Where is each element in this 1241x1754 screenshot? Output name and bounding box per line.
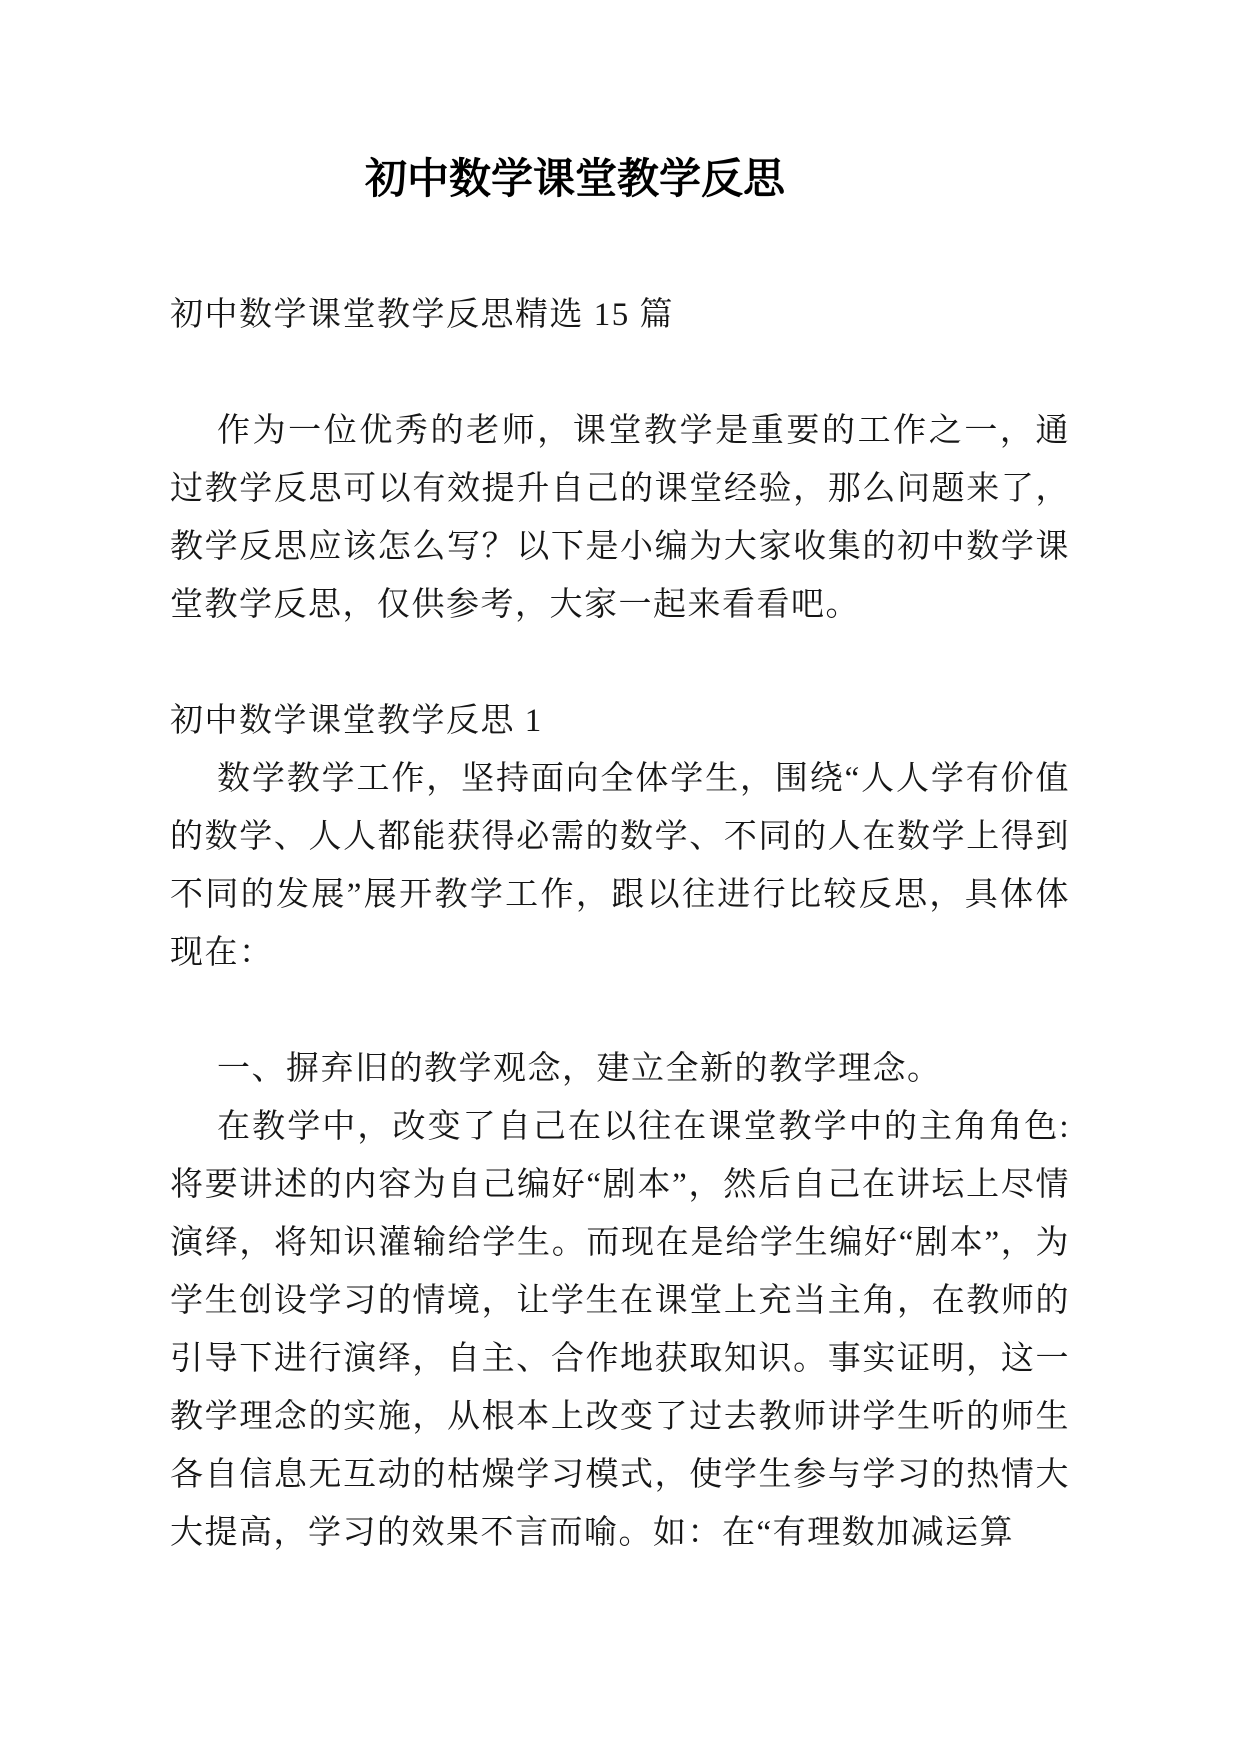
body-paragraph: 在教学中，改变了自己在以往在课堂教学中的主角角色:将要讲述的内容为自己编好“剧本”，然后自己在讲坛上尽情演绎，将知识灌输给学生。而现在是给学生编好“剧本”，为学生创设学习的情境，让学生在课堂上充当主角，在教师的引导下进行演绎，自主、合作地获取知识。事实证明，这一教学理念的实施，从根本上改变了过去教师讲学生听的师生各自信息无互动的枯燥学习模式，使学生参与学习的热情大大提高，学习的效果不言而喻。如：在“有理数加减运算: [170, 1109, 1070, 1551]
subheading: 一、摒弃旧的教学观念，建立全新的教学理念。: [217, 1051, 942, 1087]
section-paragraph: 数学教学工作，坚持面向全体学生，围绕“人人学有价值的数学、人人都能获得必需的数学、不同的人在数学上得到不同的发展”展开教学工作，跟以往进行比较反思，具体体现在：: [170, 761, 1070, 971]
document-content: [170, 0, 1070, 1562]
intro-paragraph: 作为一位优秀的老师，课堂教学是重要的工作之一，通过教学反思可以有效提升自己的课堂经验，那么问题来了，教学反思应该怎么写？以下是小编为大家收集的初中数学课堂教学反思，仅供参考，大家一起来看看吧。: [170, 413, 1070, 623]
document-title: 初中数学课堂教学反思: [364, 157, 785, 203]
subtitle-line: 初中数学课堂教学反思精选 15 篇: [170, 297, 674, 333]
section-heading: 初中数学课堂教学反思 1: [170, 703, 543, 739]
